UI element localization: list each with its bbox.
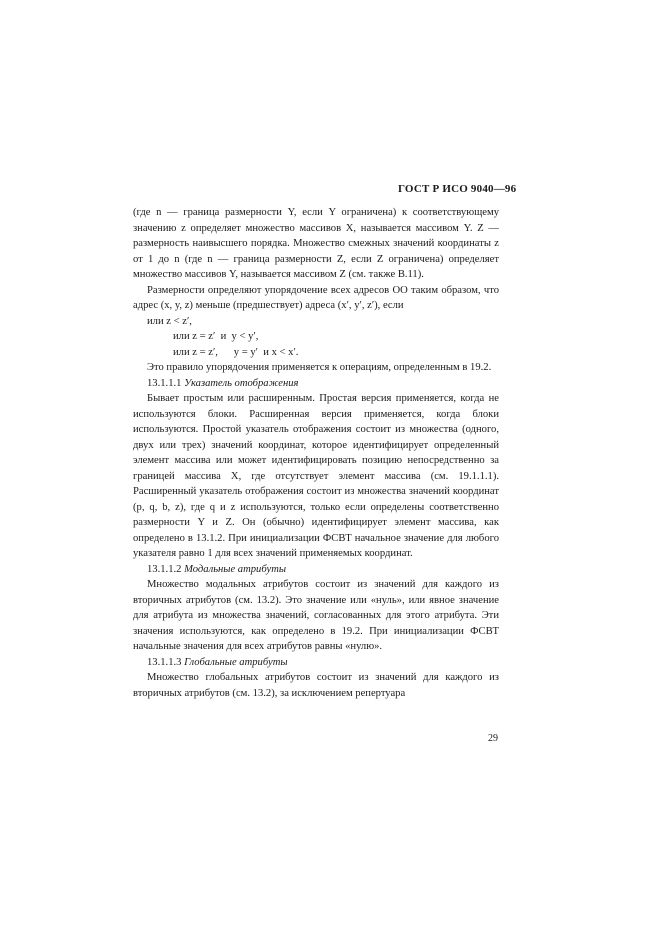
paragraph: Размерности определяют упорядочение всех адресов ОО таким образом, что адрес (x, y, z) меньше (предшествует) адреса (x′, y′, z′), если — [133, 284, 499, 311]
section-heading-13-1-1-1 — [133, 376, 499, 392]
paragraph: Множество модальных атрибутов состоит из значений для каждого из вторичных атрибутов (см. 13.2). Это значение или «нуль», или явное значение для атрибута из множества значений, согласованных для этого атрибута. Эти значения используются, как определено в 19.2. При инициализации ФСВТ начальные значения для всех атрибутов равны «нулю». — [133, 579, 499, 652]
section-title: Указатель отображения — [184, 377, 299, 389]
page-number: 29 — [488, 733, 498, 744]
document-code-header: ГОСТ Р ИСО 9040—96 — [398, 183, 517, 195]
section-number: 13.1.1.2 — [147, 563, 182, 575]
paragraph: Бывает простым или расширенным. Простая версия применяется, когда не используются блоки. Расширенная версия применяется, когда блоки используются. Простой указатель отображения состоит из множества (одного, двух или трех) значений координат, которое идентифицирует определенный элемент массива или может идентифицировать позицию непосредственно за границей массива X, где отсутствует элемент массива (см. 19.1.1.1). Расширенный указатель отображения состоит из множества значений координат (p, q, b, z), где q и z используются, только если определены соответственно размерности Y и Z. Он (обычно) идентифицирует элемент массива, как определено в 13.1.2. При инициализации ФСВТ начальное значение для любого указателя равно 1 для всех значений применяемых координат. — [133, 393, 499, 559]
section-title: Модальные атрибуты — [184, 563, 287, 575]
paragraph: Это правило упорядочения применяется к операциям, определенным в 19.2. — [147, 362, 492, 373]
body-text — [133, 205, 499, 701]
section-number: 13.1.1.3 — [147, 656, 182, 668]
section-heading-13-1-1-3 — [133, 655, 499, 671]
section-title: Глобальные атрибуты — [184, 656, 288, 668]
ordering-condition-3: или z = z′, y = y′ и x < x′. — [173, 346, 299, 358]
paragraph: Множество глобальных атрибутов состоит из значений для каждого из вторичных атрибутов (см. 13.2), за исключением репертуара — [133, 672, 499, 699]
paragraph: (где n — граница размерности Y, если Y ограничена) к соответствующему значению z определяет множество массивов X, называется массивом Y. Z — размерность наивысшего порядка. Множество смежных значений координаты z от 1 до n (где n — граница размерности Z, если Z ограничена) определяет множество массивов Y, называется массивом Z (см. также В.11). — [133, 207, 499, 280]
section-number: 13.1.1.1 — [147, 377, 182, 389]
section-heading-13-1-1-2 — [133, 562, 499, 578]
ordering-condition-1: или z < z′, — [147, 315, 192, 327]
ordering-condition-2: или z = z′ и y < y′, — [173, 331, 259, 342]
